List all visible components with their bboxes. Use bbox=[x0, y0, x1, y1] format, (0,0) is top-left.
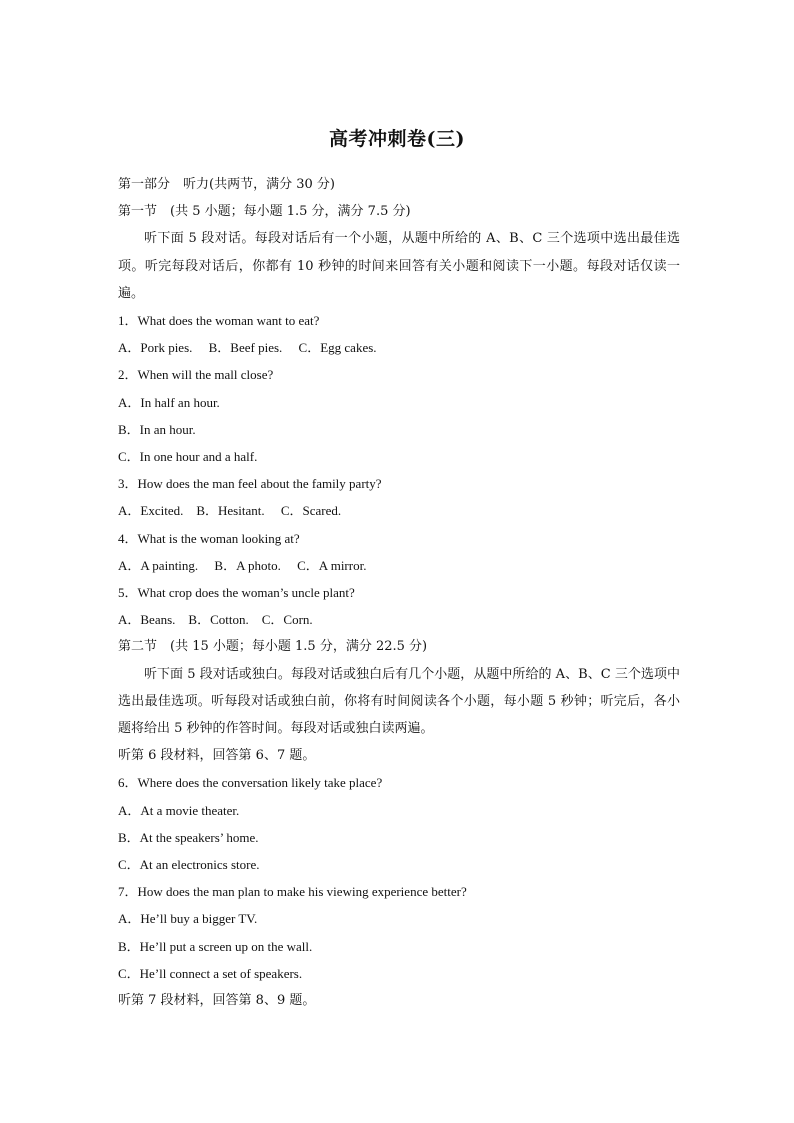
question-2-option-c: C．In one hour and a half. bbox=[118, 449, 258, 465]
question-5-options: A．Beans. B．Cotton. C．Corn. bbox=[118, 612, 313, 628]
question-6-option-a: A．At a movie theater. bbox=[118, 802, 240, 818]
question-4: 4．What is the woman looking at? bbox=[118, 530, 300, 546]
material-7-heading: 听第 7 段材料，回答第 8、9 题。 bbox=[118, 993, 316, 1009]
question-7-option-c: C．He’ll connect a set of speakers. bbox=[118, 965, 303, 981]
question-7: 7．How does the man plan to make his viewing experience better? bbox=[118, 884, 467, 900]
question-7-option-b: B．He’ll put a screen up on the wall. bbox=[118, 938, 313, 954]
question-6-option-b: B．At the speakers’ home. bbox=[118, 829, 259, 845]
question-2: 2．When will the mall close? bbox=[118, 367, 274, 383]
section2-instructions: 听下面 5 段对话或独白。每段对话或独白后有几个小题，从题中所给的 A、B、C 三个选项中选出最佳选项。听每段对话或独白前，你将有时间阅读各个小题，每小题 5 秒钟；听完后，各小题将给出 5 秒钟的作答时间。每段对话或独白读两遍。 bbox=[118, 666, 680, 737]
section2-heading: 第二节 (共 15 小题；每小题 1.5 分，满分 22.5 分) bbox=[118, 639, 428, 655]
question-5: 5．What crop does the woman’s uncle plant? bbox=[118, 585, 355, 601]
part1-heading: 第一部分 听力(共两节，满分 30 分) bbox=[118, 177, 335, 192]
question-7-option-a: A．He’ll buy a bigger TV. bbox=[118, 911, 258, 927]
section1-heading: 第一节 (共 5 小题；每小题 1.5 分，满分 7.5 分) bbox=[118, 204, 411, 220]
question-2-option-a: A．In half an hour. bbox=[118, 394, 220, 410]
question-6: 6．Where does the conversation likely take place? bbox=[118, 775, 383, 791]
question-4-options: A．A painting. B．A photo. C．A mirror. bbox=[118, 557, 367, 573]
material-6-heading: 听第 6 段材料，回答第 6、7 题。 bbox=[118, 748, 316, 764]
question-3: 3．How does the man feel about the family party? bbox=[118, 476, 382, 492]
question-3-options: A．Excited. B．Hesitant. C．Scared. bbox=[118, 503, 342, 519]
question-1-options: A．Pork pies. B．Beef pies. C．Egg cakes. bbox=[118, 340, 377, 356]
exam-title: 高考冲刺卷(三) bbox=[329, 128, 465, 150]
question-2-option-b: B．In an hour. bbox=[118, 421, 196, 437]
exam-content bbox=[118, 171, 680, 1014]
question-6-option-c: C．At an electronics store. bbox=[118, 857, 260, 873]
section1-instructions: 听下面 5 段对话。每段对话后有一个小题，从题中所给的 A、B、C 三个选项中选出最佳选项。听完每段对话后，你都有 10 秒钟的时间来回答有关小题和阅读下一小题。每段对话仅读一遍。 bbox=[118, 231, 680, 301]
question-1: 1．What does the woman want to eat? bbox=[118, 313, 320, 329]
